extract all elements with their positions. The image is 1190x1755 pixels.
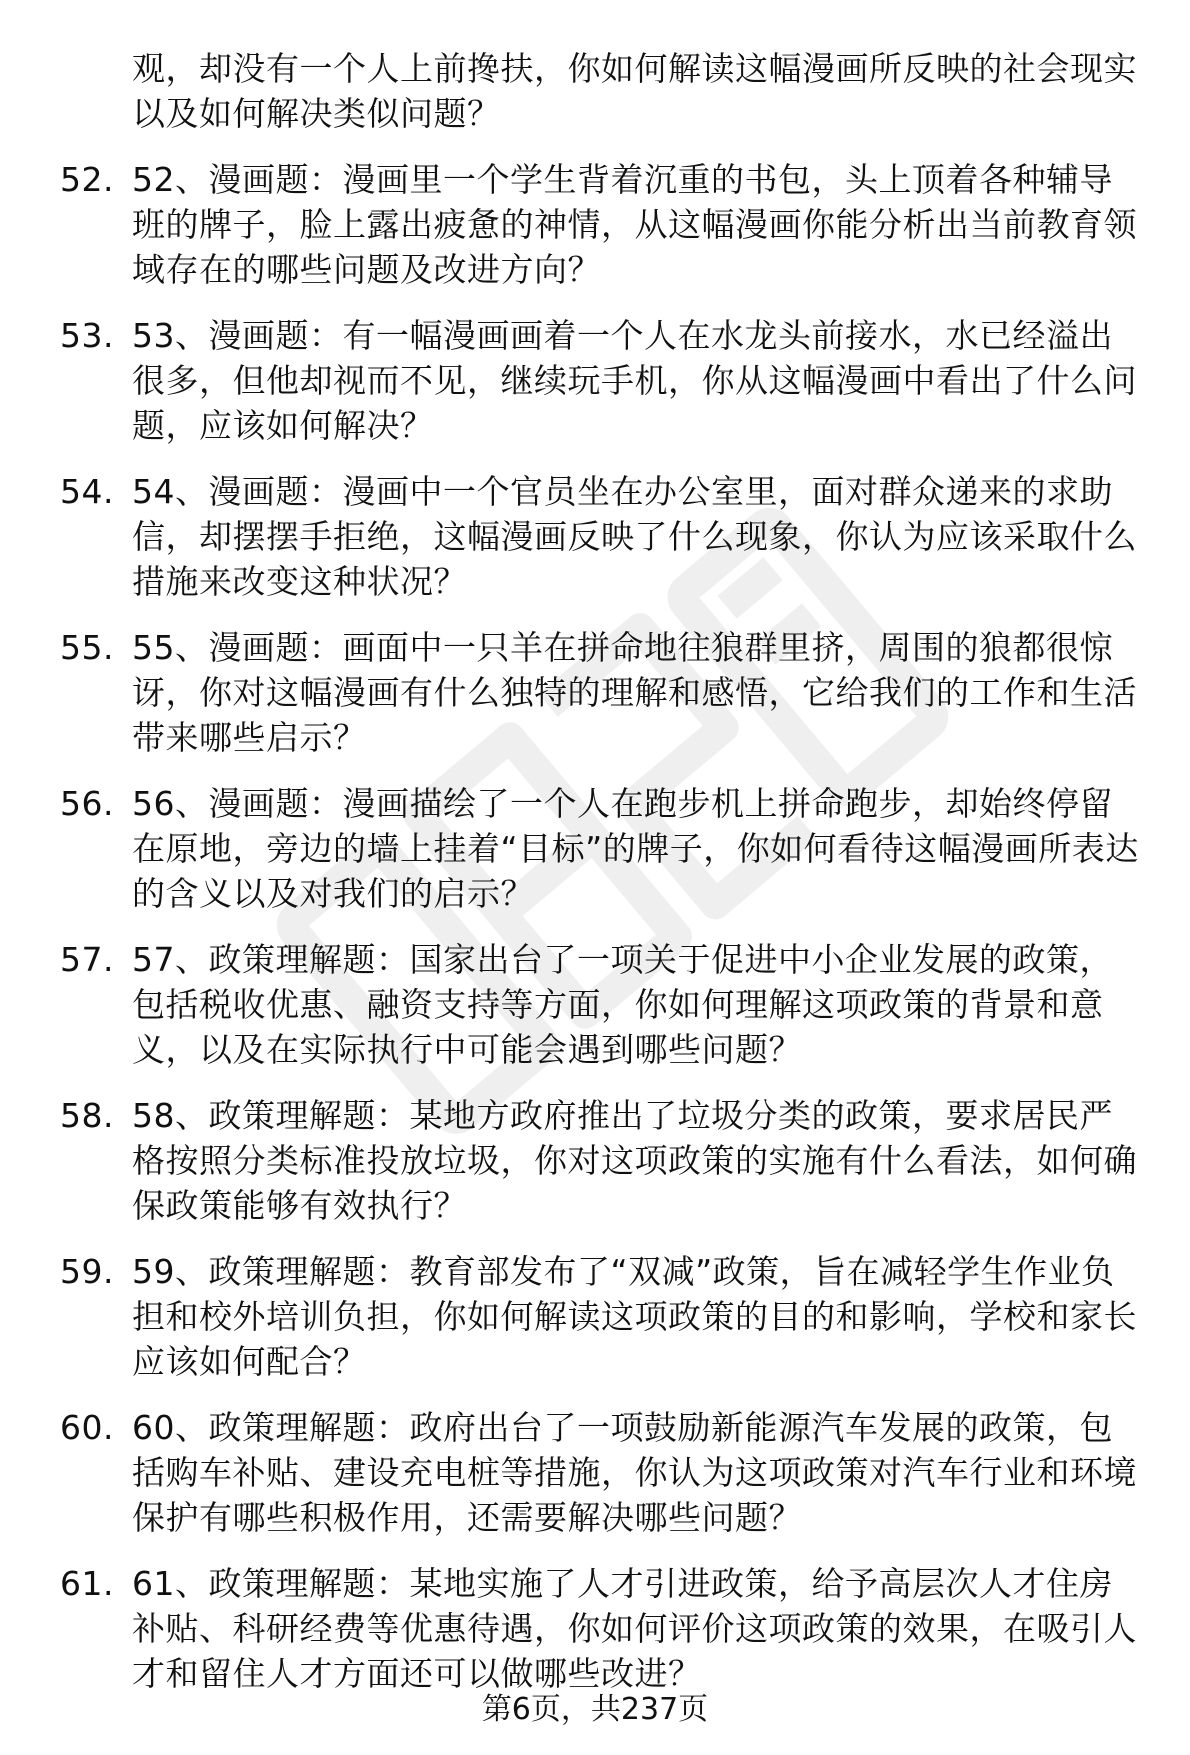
item-text: 58、政策理解题：某地方政府推出了垃圾分类的政策，要求居民严格按照分类标准投放垃圾，你对这项政策的实施有什么看法，如何确保政策能够有效执行？ — [132, 1096, 1137, 1225]
item-text: 57、政策理解题：国家出台了一项关于促进中小企业发展的政策，包括税收优惠、融资支持等方面，你如何理解这项政策的背景和意义，以及在实际执行中可能会遇到哪些问题？ — [132, 940, 1113, 1069]
item-number: 54. — [60, 472, 114, 511]
list-item — [60, 469, 1150, 604]
item-text: 56、漫画题：漫画描绘了一个人在跑步机上拼命跑步，却始终停留在原地，旁边的墙上挂着“目标”的牌子，你如何看待这幅漫画所表达的含义以及对我们的启示？ — [132, 784, 1139, 913]
item-number: 59. — [60, 1252, 114, 1291]
item-number: 57. — [60, 940, 114, 979]
list-item — [60, 1093, 1150, 1228]
list-item — [60, 1249, 1150, 1384]
list-item — [60, 157, 1150, 292]
item-text: 53、漫画题：有一幅漫画画着一个人在水龙头前接水，水已经溢出很多，但他却视而不见，继续玩手机，你从这幅漫画中看出了什么问题，应该如何解决？ — [132, 316, 1137, 445]
item-text: 54、漫画题：漫画中一个官员坐在办公室里，面对群众递来的求助信，却摆摆手拒绝，这幅漫画反映了什么现象，你认为应该采取什么措施来改变这种状况？ — [132, 472, 1137, 601]
item-number: 61. — [60, 1564, 114, 1603]
question-list — [60, 46, 1150, 1696]
item-text: 59、政策理解题：教育部发布了“双减”政策，旨在减轻学生作业负担和校外培训负担，你如何解读这项政策的目的和影响，学校和家长应该如何配合？ — [132, 1252, 1137, 1381]
list-item — [60, 781, 1150, 916]
page-footer: 第6页，共237页 — [481, 1692, 709, 1727]
list-item — [60, 313, 1150, 448]
item-number: 56. — [60, 784, 114, 823]
list-item — [60, 1561, 1150, 1696]
item-text: 55、漫画题：画面中一只羊在拼命地往狼群里挤，周围的狼都很惊讶，你对这幅漫画有什么独特的理解和感悟，它给我们的工作和生活带来哪些启示？ — [132, 628, 1137, 757]
item-number: 52. — [60, 160, 114, 199]
item-number: 53. — [60, 316, 114, 355]
item-number: 55. — [60, 628, 114, 667]
continued-question-text: 观，却没有一个人上前搀扶，你如何解读这幅漫画所反映的社会现实以及如何解决类似问题？ — [132, 49, 1137, 133]
item-number: 60. — [60, 1408, 114, 1447]
list-item — [60, 937, 1150, 1072]
item-text: 52、漫画题：漫画里一个学生背着沉重的书包，头上顶着各种辅导班的牌子，脸上露出疲惫的神情，从这幅漫画你能分析出当前教育领域存在的哪些问题及改进方向？ — [132, 160, 1137, 289]
list-item — [60, 625, 1150, 760]
item-text: 60、政策理解题：政府出台了一项鼓励新能源汽车发展的政策，包括购车补贴、建设充电桩等措施，你认为这项政策对汽车行业和环境保护有哪些积极作用，还需要解决哪些问题？ — [132, 1408, 1137, 1537]
item-number: 58. — [60, 1096, 114, 1135]
item-text: 61、政策理解题：某地实施了人才引进政策，给予高层次人才住房补贴、科研经费等优惠待遇，你如何评价这项政策的效果，在吸引人才和留住人才方面还可以做哪些改进？ — [132, 1564, 1137, 1693]
list-item — [60, 1405, 1150, 1540]
